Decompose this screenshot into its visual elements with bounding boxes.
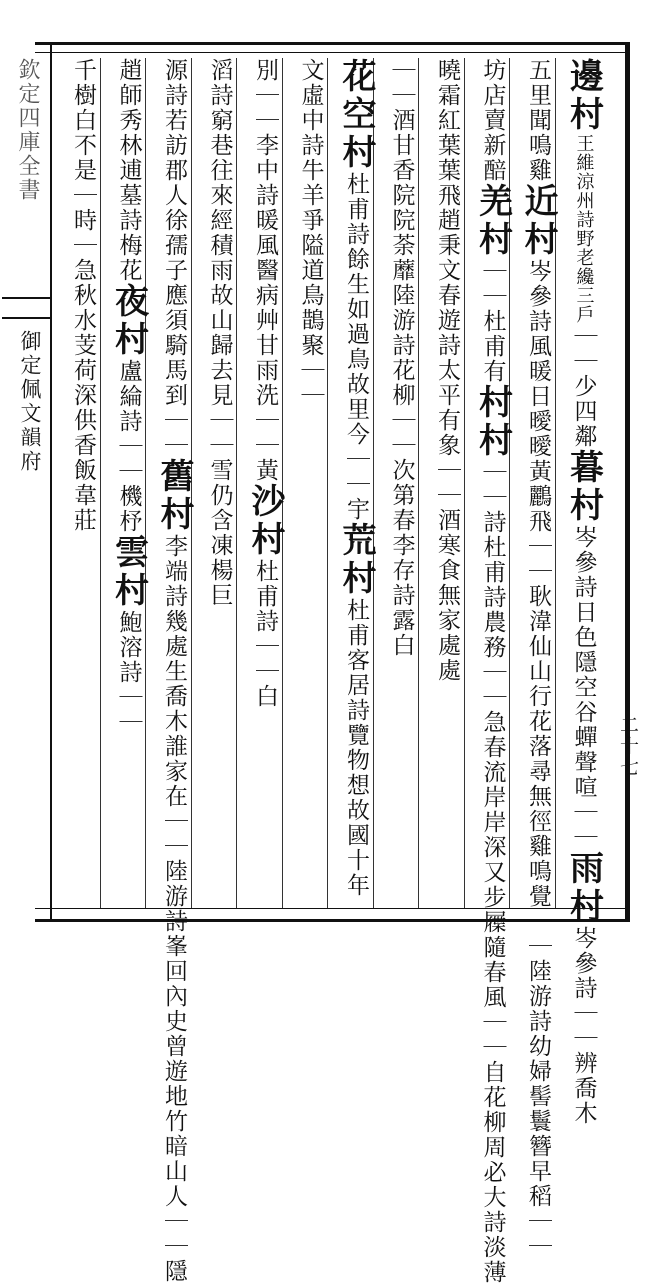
text-column	[559, 58, 604, 1126]
text-column	[286, 58, 326, 908]
entry-text: 坊店賣新醅	[479, 58, 506, 183]
entry-text: 五里聞鳴雞	[525, 58, 551, 183]
text-column	[331, 58, 376, 908]
entry-text: ｜｜酒甘香院院荼蘼陸游詩花柳｜｜次第春李存詩露白	[388, 58, 415, 658]
entry-text: ｜｜杜甫有	[479, 259, 506, 384]
column-rule	[373, 58, 374, 908]
entry-headword: 空村	[336, 96, 376, 172]
entry-headword: 花	[336, 58, 376, 96]
entry-headword: 近村	[518, 183, 558, 259]
book-title: 御定佩文韻府	[18, 330, 42, 474]
text-column	[195, 58, 235, 908]
entry-headword: 雨村	[563, 850, 604, 926]
text-column	[377, 58, 417, 908]
entry-headword: 夜村	[108, 283, 149, 359]
entry-text: 趙師秀林逋墓詩梅花	[115, 58, 142, 283]
entry-text: 曉霜紅葉葉飛趙秉文春遊詩太平有象｜｜酒寒食無家處處	[434, 58, 460, 683]
entry-text: 急秋水芰荷深	[70, 258, 96, 408]
gutter-divider	[2, 297, 50, 299]
entry-headword: 羌村	[472, 183, 513, 259]
entry-text: 源詩若訪郡人徐孺子應須騎馬到｜｜	[161, 58, 187, 458]
entry-text: ｜｜少四鄰	[570, 324, 597, 449]
entry-text: 岑參詩｜｜辨喬木	[570, 926, 597, 1126]
text-column	[513, 58, 558, 1259]
entry-headword: 雲村	[108, 534, 149, 610]
entry-headword: 舊村	[154, 458, 194, 534]
entry-headword: 沙村	[245, 483, 285, 559]
entry-headword: 邊村	[563, 58, 604, 134]
column-rule	[236, 58, 237, 908]
text-column	[104, 58, 149, 908]
entry-text: 杜甫詩｜｜白	[252, 559, 278, 709]
entry-text: 別｜｜李中詩暖風醫病艸甘雨洗｜｜黃	[252, 58, 278, 483]
entry-text: 杜甫客居詩覽物想故國十年	[343, 598, 369, 898]
page-number: 二十七	[617, 715, 639, 778]
gutter-divider	[2, 317, 50, 319]
text-column	[468, 58, 513, 1285]
entry-headword: 村村	[472, 384, 513, 460]
entry-text: ｜｜詩杜甫詩農務｜｜急春流岸岸深又步屧隨春風｜｜自花柳周必大詩淡薄	[479, 460, 506, 1285]
entry-headword: 暮村	[563, 449, 604, 525]
entry-text: 岑參詩風暖日曖曖黃鸝飛｜｜耿湋仙山行花落尋無徑雞鳴覺｜｜陸游詩幼婦髻鬟簪早稻｜｜	[525, 259, 551, 1259]
text-column	[422, 58, 462, 908]
entry-text: 千樹白不是｜時｜	[70, 58, 96, 258]
entry-text: 杜甫詩餘生如過鳥故里今｜｜宇	[343, 172, 369, 522]
column-rule	[418, 58, 419, 908]
entry-text: 供香飯韋莊	[70, 408, 96, 533]
top-rule	[35, 52, 630, 53]
column-rule	[145, 58, 146, 908]
entry-text: 岑參詩日色隱空谷蟬聲喧｜｜	[570, 525, 597, 850]
entry-text: 鮑溶詩｜｜	[115, 610, 142, 735]
entry-text: 滔詩窮巷往來經積雨故山歸去見｜｜雪仍含凍楊巨	[206, 58, 233, 608]
entry-text: 王維涼州詩野老纔三戶	[573, 134, 595, 324]
column-rule	[100, 58, 101, 908]
entry-text: 盧綸詩｜｜機杼	[115, 359, 142, 534]
entry-text: 李端詩幾處生喬木誰家在｜｜陸游詩峯回內史曾遊地竹暗山人｜｜隱	[161, 534, 187, 1284]
text-column	[149, 58, 194, 1284]
entry-text: 文虛中詩牛羊爭隘道鳥鵲聚｜｜	[297, 58, 324, 408]
column-rule	[464, 58, 465, 908]
column-rule	[327, 58, 328, 908]
entry-headword: 荒村	[336, 522, 376, 598]
margin-title: 欽定四庫全書	[15, 58, 40, 202]
text-column	[240, 58, 285, 908]
text-column	[58, 58, 98, 908]
